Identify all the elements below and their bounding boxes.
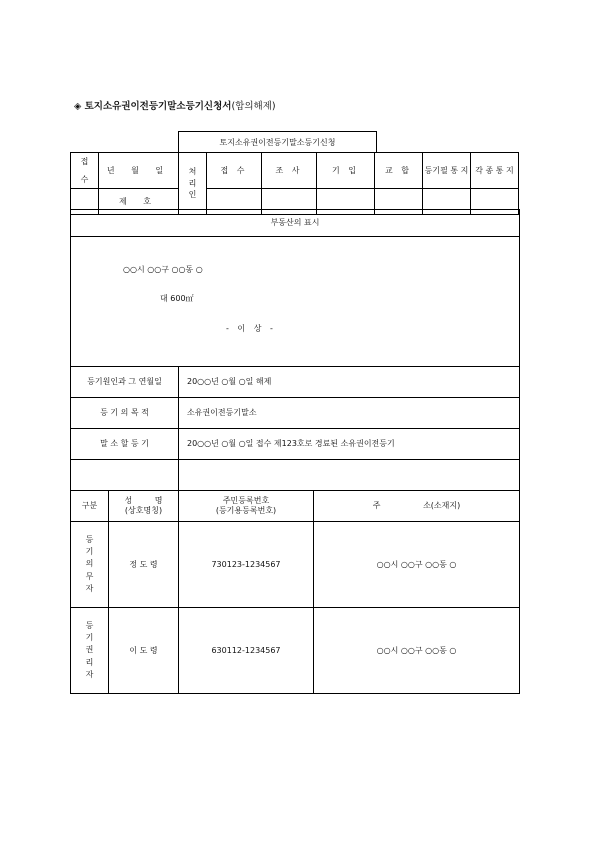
row-purpose-label: 등 기 의 목 적 xyxy=(71,398,179,429)
party-id-header xyxy=(179,491,314,522)
party-kind-holder-text: 등기권리자 xyxy=(85,620,94,680)
party-kind-obligor-text: 등기의무자 xyxy=(85,534,94,594)
row-purpose-value: 소유권이전등기말소 xyxy=(179,398,520,429)
col-reception: 접 수 xyxy=(207,153,262,189)
office-processing-table xyxy=(70,152,519,215)
party-address-obligor: ○○시 ○○구 ○○동 ○ xyxy=(314,522,520,608)
party-name-header-sub: (상호명칭) xyxy=(124,506,163,515)
row-blank-label xyxy=(71,460,179,491)
document-title-sub: (합의해제) xyxy=(231,101,276,112)
party-id-obligor: 730123-1234567 xyxy=(179,522,314,608)
col-investigation: 조 사 xyxy=(262,153,317,189)
property-end-mark: - 이 상 - xyxy=(226,324,273,333)
party-kind-obligor xyxy=(71,522,109,608)
party-id-holder: 630112-1234567 xyxy=(179,608,314,694)
ymd-label: 년 월 일 xyxy=(99,153,179,189)
application-table xyxy=(70,209,520,694)
party-address-holder: ○○시 ○○구 ○○동 ○ xyxy=(314,608,520,694)
row-blank-value xyxy=(179,460,520,491)
party-name-header xyxy=(109,491,179,522)
number-label: 제 호 xyxy=(99,189,179,215)
row-cause-label: 등기원인과 그 연월일 xyxy=(71,367,179,398)
col-collation: 교 합 xyxy=(375,153,423,189)
reception-text: 접수 xyxy=(80,157,89,184)
row-cancel-label: 말 소 할 등 기 xyxy=(71,429,179,460)
row-cause-value: 20○○년 ○월 ○일 해제 xyxy=(179,367,520,398)
party-address-header: 주 소(소재지) xyxy=(314,491,520,522)
party-kind-holder xyxy=(71,608,109,694)
row-cancel-value: 20○○년 ○월 ○일 접수 제123호로 경료된 소유권이전등기 xyxy=(179,429,520,460)
reception-label xyxy=(71,153,99,189)
party-name-obligor: 정 도 령 xyxy=(109,522,179,608)
document-title-main: 토지소유권이전등기말소등기신청서 xyxy=(84,101,232,112)
property-address: ○○시 ○○구 ○○동 ○ xyxy=(123,265,203,274)
office-box-title: 토지소유권이전등기말소등기신청 xyxy=(178,131,377,152)
party-id-header-main: 주민등록번호 xyxy=(222,496,270,505)
diamond-marker-icon: ◈ xyxy=(74,101,82,112)
party-name-header-main: 성 명 xyxy=(124,496,163,505)
col-completion-notice: 등기필 통 지 xyxy=(423,153,471,189)
col-various-notice: 각 종 통 지 xyxy=(471,153,519,189)
processor-text: 처리인 xyxy=(188,167,197,200)
party-name-holder: 이 도 령 xyxy=(109,608,179,694)
property-description xyxy=(71,237,520,367)
property-header: 부동산의 표시 xyxy=(71,210,520,237)
property-area: 대 600㎡ xyxy=(160,294,194,303)
document-title xyxy=(74,98,276,112)
processor-label xyxy=(179,153,207,215)
col-entry: 기 입 xyxy=(317,153,375,189)
party-kind-header: 구분 xyxy=(71,491,109,522)
party-id-header-sub: (등기용등록번호) xyxy=(215,506,277,515)
